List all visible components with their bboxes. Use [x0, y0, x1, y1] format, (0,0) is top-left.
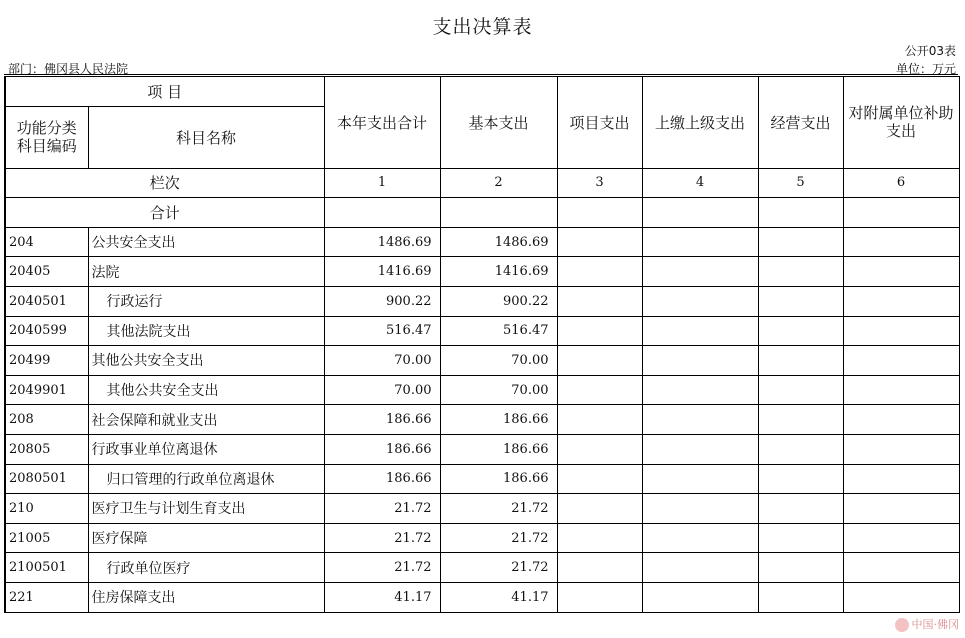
row-upper: [642, 464, 758, 494]
row-basic: 1486.69: [440, 227, 557, 257]
row-name: 医疗保障: [88, 523, 324, 553]
unit-label: 单位：万元: [895, 62, 956, 76]
row-basic: 186.66: [440, 464, 557, 494]
row-basic: 70.00: [440, 375, 557, 405]
row-project: [557, 375, 642, 405]
table-row: [5, 257, 959, 287]
total-cell: [843, 198, 959, 228]
row-basic: 186.66: [440, 434, 557, 464]
row-name: 行政运行: [88, 286, 324, 316]
header-name-col: 科目名称: [88, 106, 324, 168]
row-code: 221: [5, 582, 88, 612]
row-upper: [642, 405, 758, 435]
row-code: 20805: [5, 434, 88, 464]
row-upper: [642, 346, 758, 376]
row-subsidy: [843, 346, 959, 376]
row-subsidy: [843, 316, 959, 346]
row-upper: [642, 257, 758, 287]
header-col-6: 对附属单位补助支出: [843, 77, 959, 169]
row-name: 其他公共安全支出: [88, 375, 324, 405]
row-upper: [642, 316, 758, 346]
row-subsidy: [843, 523, 959, 553]
row-subsidy: [843, 405, 959, 435]
row-operating: [758, 286, 843, 316]
row-project: [557, 434, 642, 464]
row-upper: [642, 286, 758, 316]
row-total: 70.00: [324, 375, 440, 405]
row-code: 2100501: [5, 553, 88, 583]
row-total: 1416.69: [324, 257, 440, 287]
total-cell: [642, 198, 758, 228]
row-total: 516.47: [324, 316, 440, 346]
row-project: [557, 346, 642, 376]
row-total: 70.00: [324, 346, 440, 376]
row-upper: [642, 494, 758, 524]
row-operating: [758, 582, 843, 612]
total-cell: [758, 198, 843, 228]
table-row: [5, 434, 959, 464]
watermark: 中国·佛冈: [895, 616, 960, 632]
row-code: 2049901: [5, 375, 88, 405]
row-total: 21.72: [324, 553, 440, 583]
row-basic: 21.72: [440, 553, 557, 583]
row-subsidy: [843, 464, 959, 494]
row-operating: [758, 494, 843, 524]
index-2: 2: [440, 168, 557, 198]
row-total: 21.72: [324, 494, 440, 524]
row-basic: 186.66: [440, 405, 557, 435]
row-code: 20405: [5, 257, 88, 287]
row-project: [557, 286, 642, 316]
row-operating: [758, 523, 843, 553]
row-subsidy: [843, 582, 959, 612]
table-row: [5, 582, 959, 612]
table-row: [5, 227, 959, 257]
index-4: 4: [642, 168, 758, 198]
row-total: 1486.69: [324, 227, 440, 257]
header-item: 项 目: [5, 77, 324, 107]
row-name: 归口管理的行政单位离退休: [88, 464, 324, 494]
row-basic: 516.47: [440, 316, 557, 346]
table-row: [5, 523, 959, 553]
row-name: 住房保障支出: [88, 582, 324, 612]
row-code: 20499: [5, 346, 88, 376]
table-row: [5, 494, 959, 524]
row-basic: 21.72: [440, 494, 557, 524]
row-upper: [642, 523, 758, 553]
index-5: 5: [758, 168, 843, 198]
row-subsidy: [843, 434, 959, 464]
row-code: 210: [5, 494, 88, 524]
table-row: [5, 316, 959, 346]
row-code: 21005: [5, 523, 88, 553]
row-code: 2080501: [5, 464, 88, 494]
row-basic: 70.00: [440, 346, 557, 376]
row-subsidy: [843, 494, 959, 524]
row-subsidy: [843, 553, 959, 583]
row-operating: [758, 227, 843, 257]
row-project: [557, 553, 642, 583]
row-project: [557, 257, 642, 287]
row-operating: [758, 434, 843, 464]
row-project: [557, 494, 642, 524]
header-col-2: 基本支出: [440, 77, 557, 169]
row-total: 186.66: [324, 434, 440, 464]
row-project: [557, 227, 642, 257]
header-col-4: 上缴上级支出: [642, 77, 758, 169]
seal-icon: [895, 618, 909, 632]
row-upper: [642, 375, 758, 405]
row-operating: [758, 553, 843, 583]
row-total: 41.17: [324, 582, 440, 612]
row-project: [557, 464, 642, 494]
row-name: 行政单位医疗: [88, 553, 324, 583]
row-project: [557, 405, 642, 435]
table-row: [5, 553, 959, 583]
row-upper: [642, 553, 758, 583]
row-subsidy: [843, 286, 959, 316]
header-col-5: 经营支出: [758, 77, 843, 169]
row-total: 186.66: [324, 464, 440, 494]
row-upper: [642, 227, 758, 257]
header-col-1: 本年支出合计: [324, 77, 440, 169]
index-1: 1: [324, 168, 440, 198]
row-name: 行政事业单位离退休: [88, 434, 324, 464]
header-col-3: 项目支出: [557, 77, 642, 169]
row-operating: [758, 405, 843, 435]
row-name: 其他公共安全支出: [88, 346, 324, 376]
row-upper: [642, 434, 758, 464]
row-subsidy: [843, 257, 959, 287]
page-title: 支出决算表: [432, 16, 533, 38]
expenditure-table: [4, 76, 960, 613]
row-basic: 1416.69: [440, 257, 557, 287]
row-operating: [758, 375, 843, 405]
row-upper: [642, 582, 758, 612]
table-row: [5, 346, 959, 376]
header-code-col: 功能分类 科目编码: [5, 106, 88, 168]
total-cell: [557, 198, 642, 228]
row-operating: [758, 464, 843, 494]
row-operating: [758, 257, 843, 287]
index-6: 6: [843, 168, 959, 198]
index-label: 栏次: [5, 168, 324, 198]
total-label: 合计: [5, 198, 324, 228]
row-subsidy: [843, 227, 959, 257]
row-code: 2040599: [5, 316, 88, 346]
top-rule: [4, 74, 958, 75]
row-project: [557, 316, 642, 346]
row-name: 公共安全支出: [88, 227, 324, 257]
row-basic: 900.22: [440, 286, 557, 316]
row-code: 204: [5, 227, 88, 257]
table-row: [5, 405, 959, 435]
row-basic: 21.72: [440, 523, 557, 553]
form-number: 公开03表: [904, 44, 956, 58]
row-project: [557, 523, 642, 553]
total-cell: [324, 198, 440, 228]
table-row: [5, 464, 959, 494]
row-subsidy: [843, 375, 959, 405]
table-row: [5, 286, 959, 316]
table-row: [5, 375, 959, 405]
index-3: 3: [557, 168, 642, 198]
row-name: 法院: [88, 257, 324, 287]
total-cell: [440, 198, 557, 228]
row-total: 21.72: [324, 523, 440, 553]
row-basic: 41.17: [440, 582, 557, 612]
row-name: 其他法院支出: [88, 316, 324, 346]
row-name: 医疗卫生与计划生育支出: [88, 494, 324, 524]
row-project: [557, 582, 642, 612]
row-name: 社会保障和就业支出: [88, 405, 324, 435]
department-label: 部门：佛冈县人民法院: [8, 62, 129, 76]
row-code: 208: [5, 405, 88, 435]
row-operating: [758, 316, 843, 346]
row-total: 900.22: [324, 286, 440, 316]
row-total: 186.66: [324, 405, 440, 435]
row-operating: [758, 346, 843, 376]
row-code: 2040501: [5, 286, 88, 316]
